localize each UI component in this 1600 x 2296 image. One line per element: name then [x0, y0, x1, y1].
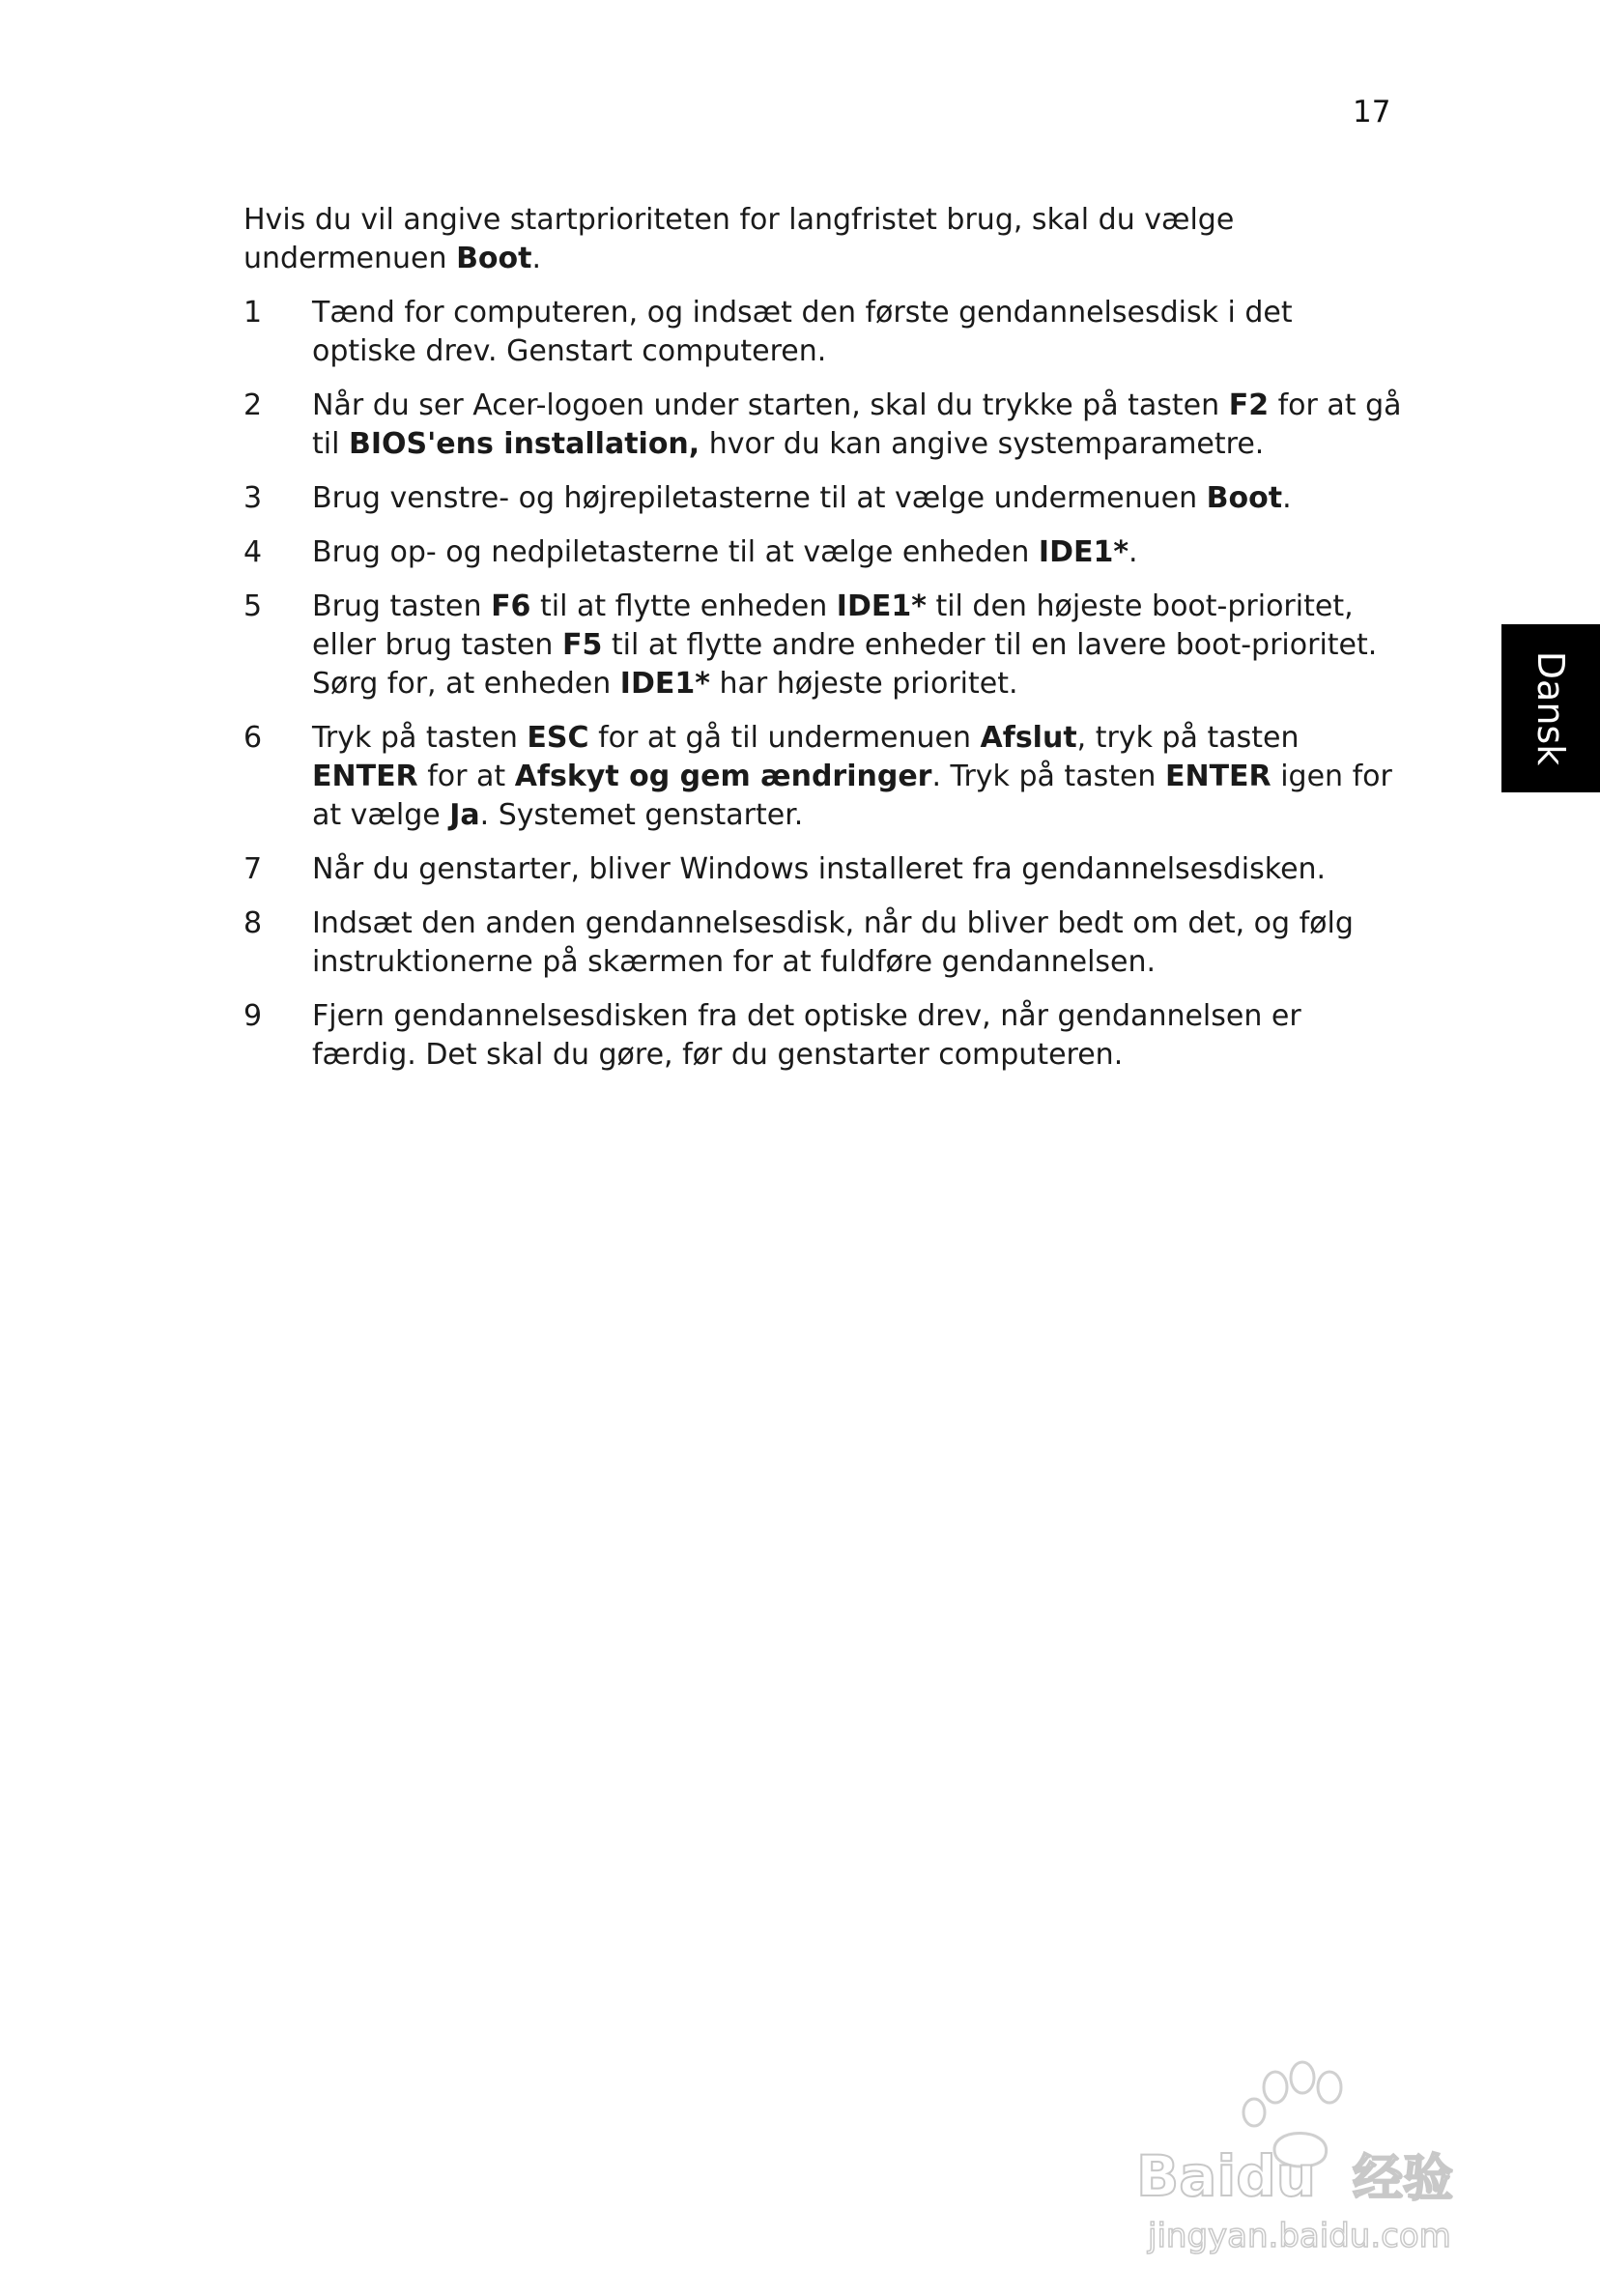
page-number: 17: [1353, 95, 1391, 129]
step-number: 5: [243, 589, 263, 623]
text-span: Tryk på tasten: [312, 721, 528, 755]
steps-list: [243, 294, 1403, 1075]
step-number: 2: [243, 388, 263, 422]
list-item: [243, 850, 1403, 889]
bold-text: IDE1*: [1038, 535, 1129, 569]
text-span: Når du ser Acer-logoen under starten, skal du trykke på tasten: [312, 388, 1229, 422]
step-text: [312, 588, 1403, 703]
bold-text: Boot: [456, 242, 532, 275]
document-body: [243, 201, 1403, 1090]
list-item: [243, 997, 1403, 1075]
bold-text: IDE1*: [836, 589, 927, 623]
step-text: [312, 479, 1403, 518]
text-span: .: [1129, 535, 1138, 569]
text-span: Indsæt den anden gendannelsesdisk, når du bliver bedt om det, og følg instruktionerne på skærmen for at fuldføre gendannelsen.: [312, 906, 1354, 979]
step-number: 6: [243, 721, 263, 755]
text-span: Brug tasten: [312, 589, 492, 623]
step-text: [312, 904, 1403, 982]
text-span: Tænd for computeren, og indsæt den første gendannelsesdisk i det optiske drev. Genstart computeren.: [312, 296, 1293, 368]
list-item: [243, 387, 1403, 464]
text-span: for at gå til undermenuen: [588, 721, 981, 755]
text-span: Fjern gendannelsesdisken fra det optiske drev, når gendannelsen er færdig. Det skal du gøre, før du genstarter computeren.: [312, 999, 1301, 1072]
text-span: . Tryk på tasten: [931, 760, 1165, 793]
bold-text: IDE1*: [619, 667, 710, 701]
text-span: til at flytte enheden: [530, 589, 837, 623]
list-item: [243, 479, 1403, 518]
language-tab: [1501, 624, 1600, 792]
language-tab-label: Dansk: [1529, 650, 1572, 766]
step-text: [312, 294, 1403, 371]
text-span: Brug venstre- og højrepiletasterne til at vælge undermenuen: [312, 481, 1207, 515]
baidu-watermark: [1130, 2049, 1517, 2261]
bold-text: F2: [1228, 388, 1270, 422]
text-span: Hvis du vil angive startprioriteten for langfristet brug, skal du vælge undermenuen: [243, 203, 1235, 275]
step-number: 3: [243, 481, 263, 515]
bold-text: F6: [491, 589, 531, 623]
text-span: . Systemet genstarter.: [479, 798, 804, 832]
text-span: til den højeste boot-prioritet, eller brug tasten: [312, 589, 1354, 662]
step-number: 1: [243, 296, 263, 330]
list-item: [243, 719, 1403, 835]
step-number: 7: [243, 852, 263, 886]
step-number: 4: [243, 535, 263, 569]
step-text: [312, 533, 1403, 572]
text-span: .: [1282, 481, 1292, 515]
text-span: .: [531, 242, 542, 275]
list-item: [243, 294, 1403, 371]
bold-text: Afskyt og gem ændringer: [514, 760, 932, 793]
bold-text: Boot: [1206, 481, 1283, 515]
bold-text: ENTER: [312, 760, 418, 793]
step-text: [312, 387, 1403, 464]
watermark-brand-suffix: 经验: [1353, 2150, 1454, 2208]
baidu-paw-icon: [1130, 2049, 1517, 2261]
step-number: 8: [243, 906, 263, 940]
step-text: [312, 850, 1403, 889]
bold-text: F5: [561, 628, 603, 662]
text-span: Brug op- og nedpiletasterne til at vælge enheden: [312, 535, 1039, 569]
bold-text: Ja: [449, 798, 480, 832]
text-span: for at: [417, 760, 515, 793]
text-span: for at gå til: [312, 388, 1402, 461]
text-span: Når du genstarter, bliver Windows installeret fra gendannelsesdisken.: [312, 852, 1327, 886]
step-number: 9: [243, 999, 263, 1033]
bold-text: BIOS'ens installation,: [348, 427, 700, 461]
text-span: til at flytte andre enheder til en lavere boot-prioritet. Sørg for, at enheden: [312, 628, 1378, 701]
text-span: igen for at vælge: [312, 760, 1392, 832]
bold-text: ESC: [527, 721, 589, 755]
list-item: [243, 533, 1403, 572]
step-text: [312, 719, 1403, 835]
watermark-brand: Baidu: [1136, 2143, 1317, 2209]
intro-paragraph: [243, 201, 1403, 278]
text-span: hvor du kan angive systemparametre.: [700, 427, 1265, 461]
watermark-url: jingyan.baidu.com: [1148, 2217, 1451, 2255]
list-item: [243, 904, 1403, 982]
text-span: , tryk på tasten: [1076, 721, 1300, 755]
step-text: [312, 997, 1403, 1075]
bold-text: ENTER: [1164, 760, 1271, 793]
list-item: [243, 588, 1403, 703]
text-span: har højeste prioritet.: [709, 667, 1018, 701]
bold-text: Afslut: [980, 721, 1077, 755]
